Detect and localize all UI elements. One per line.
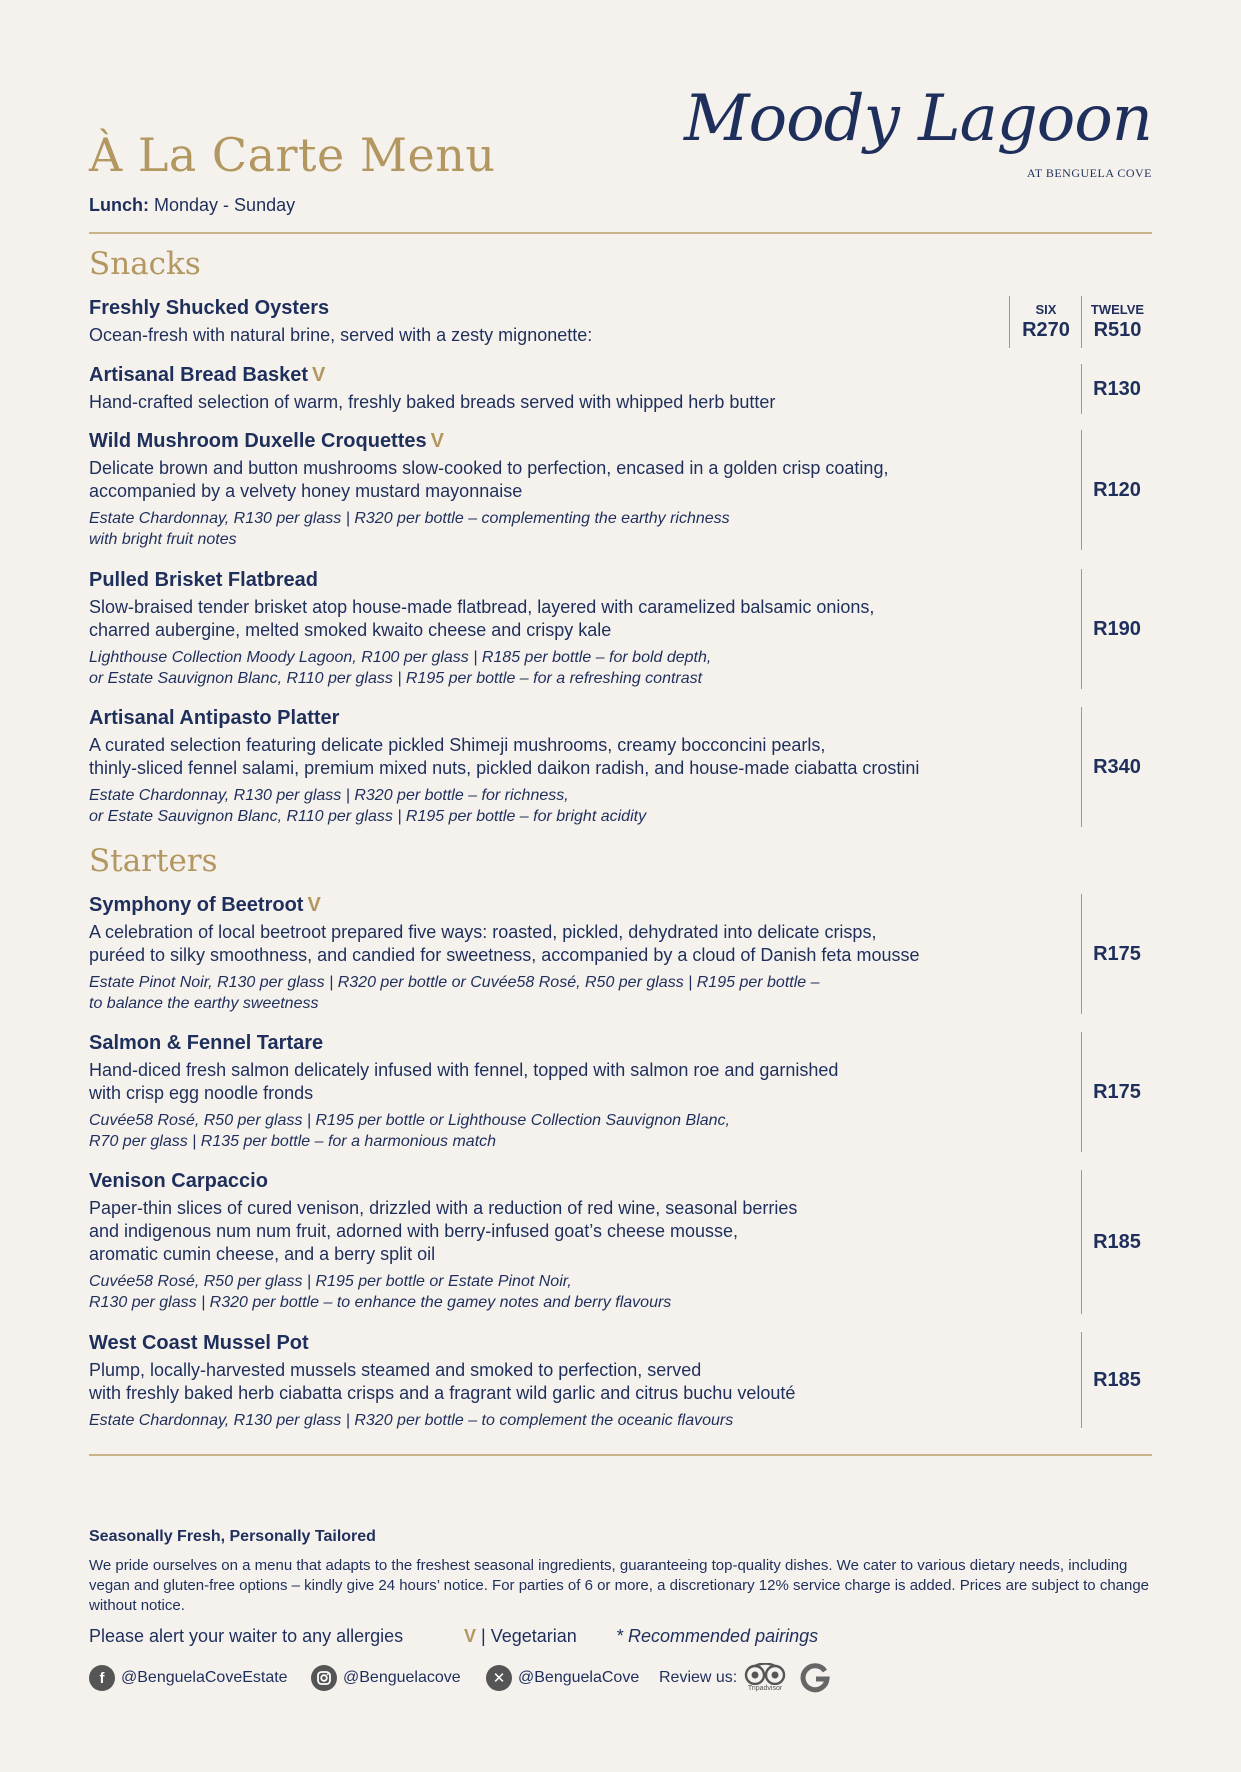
lunch-label: Lunch: bbox=[89, 195, 149, 215]
moody-lagoon-logo bbox=[684, 82, 1152, 202]
tripadvisor-link[interactable] bbox=[743, 1662, 787, 1694]
google-review-link[interactable] bbox=[799, 1662, 831, 1694]
menu-item-bread-basket bbox=[89, 362, 1152, 414]
section-heading-starters: Starters bbox=[89, 843, 218, 879]
wine-pairing: Lighthouse Collection Moody Lagoon, R100 per glass | R185 per bottle – for bold depth, or Estate Sauvignon Blanc, R110 per glass | R195 per bottle – for a refreshing contrast bbox=[89, 649, 712, 687]
lunch-days: Monday - Sunday bbox=[154, 195, 296, 215]
instagram-link[interactable] bbox=[311, 1662, 461, 1694]
item-price: R340 bbox=[1081, 707, 1152, 827]
section-heading-snacks: Snacks bbox=[89, 246, 201, 282]
item-name: Artisanal Antipasto Platter bbox=[89, 707, 340, 729]
item-name: Pulled Brisket Flatbread bbox=[89, 569, 318, 591]
item-description: Hand-crafted selection of warm, freshly baked breads served with whipped herb butter bbox=[89, 392, 776, 412]
item-name: Salmon & Fennel Tartare bbox=[89, 1032, 324, 1054]
item-description: Hand-diced fresh salmon delicately infused with fennel, topped with salmon roe and garnished with crisp egg noodle fronds bbox=[89, 1060, 839, 1103]
price-twelve bbox=[1081, 296, 1153, 348]
vegetarian-legend bbox=[464, 1626, 577, 1647]
menu-item-symphony-of-beetroot bbox=[89, 892, 1152, 1014]
price-six-label: SIX bbox=[1035, 302, 1057, 317]
footer-divider bbox=[89, 1454, 1152, 1456]
item-price: R120 bbox=[1081, 430, 1152, 550]
google-icon bbox=[799, 1662, 831, 1694]
logo-subtitle: AT BENGUELA COVE bbox=[1026, 166, 1152, 180]
item-price: R130 bbox=[1081, 364, 1152, 414]
menu-item-oysters bbox=[89, 295, 1152, 347]
vegetarian-mark: V bbox=[307, 894, 321, 916]
wine-pairing: Cuvée58 Rosé, R50 per glass | R195 per bottle or Estate Pinot Noir, R130 per glass | R320 per bottle – to enhance the gamey notes and berry flavours bbox=[89, 1273, 672, 1311]
item-name-text: Wild Mushroom Duxelle Croquettes bbox=[89, 430, 427, 452]
logo-script: Moody Lagoon bbox=[684, 82, 1152, 156]
wine-pairing: Estate Chardonnay, R130 per glass | R320 per bottle – for richness, or Estate Sauvignon Blanc, R110 per glass | R195 per bottle – for bright acidity bbox=[89, 787, 647, 825]
facebook-icon: f bbox=[89, 1665, 115, 1691]
vegetarian-mark: V bbox=[430, 430, 444, 452]
header-divider bbox=[89, 232, 1152, 234]
page-title: À La Carte Menu bbox=[89, 128, 496, 182]
item-name bbox=[89, 428, 1152, 454]
item-name: West Coast Mussel Pot bbox=[89, 1332, 309, 1354]
footer-body: We pride ourselves on a menu that adapts to the freshest seasonal ingredients, guaranteeing top-quality dishes. We cater to various dietary needs, including vegan and gluten-free options – kindly give 24 hours’ notice. For parties of 6 or more, a discretionary 12% service charge is added. Prices are subject to change without notice. bbox=[89, 1557, 1150, 1614]
item-description: A curated selection featuring delicate pickled Shimeji mushrooms, creamy bocconcini pearls, thinly-sliced fennel salami, premium mixed nuts, pickled daikon radish, and house-made ciabatta crostini bbox=[89, 735, 920, 778]
instagram-handle: @Benguelacove bbox=[343, 1669, 461, 1686]
item-description: Paper-thin slices of cured venison, drizzled with a reduction of red wine, seasonal berries and indigenous num num fruit, adorned with berry-infused goat’s cheese mousse, aromatic cumin cheese, and a berry split oil bbox=[89, 1198, 798, 1264]
price-six-value: R270 bbox=[1022, 319, 1070, 341]
item-name: Venison Carpaccio bbox=[89, 1170, 268, 1192]
item-name bbox=[89, 892, 1152, 918]
item-description: A celebration of local beetroot prepared five ways: roasted, pickled, dehydrated into delicate crisps, puréed to silky smoothness, and candied for sweetness, accompanied by a cloud of Danish feta mousse bbox=[89, 922, 920, 965]
menu-item-mushroom-croquettes bbox=[89, 428, 1152, 550]
vegetarian-label: | Vegetarian bbox=[481, 1626, 577, 1646]
menu-page bbox=[89, 0, 1152, 1772]
item-price: R175 bbox=[1081, 894, 1152, 1014]
price-twelve-value: R510 bbox=[1093, 319, 1142, 341]
item-name-text: Symphony of Beetroot bbox=[89, 894, 304, 916]
menu-item-brisket-flatbread bbox=[89, 567, 1152, 689]
item-description: Slow-braised tender brisket atop house-made flatbread, layered with caramelized balsamic onions, charred aubergine, melted smoked kwaito cheese and crispy kale bbox=[89, 597, 875, 640]
vegetarian-symbol: V bbox=[464, 1626, 477, 1646]
review-label: Review us: bbox=[659, 1669, 738, 1686]
wine-pairing: Estate Pinot Noir, R130 per glass | R320 per bottle or Cuvée58 Rosé, R50 per glass | R195 per bottle – to balance the earthy sweetness bbox=[89, 974, 820, 1012]
menu-item-west-coast-mussel-pot bbox=[89, 1330, 1152, 1431]
tripadvisor-label: Tripadvisor bbox=[747, 1685, 783, 1692]
wine-pairing: Cuvée58 Rosé, R50 per glass | R195 per bottle or Lighthouse Collection Sauvignon Blanc, R70 per glass | R135 per bottle – for a harmonious match bbox=[89, 1112, 730, 1150]
item-price: R190 bbox=[1081, 569, 1152, 689]
item-price: R185 bbox=[1081, 1332, 1152, 1428]
item-name: Freshly Shucked Oysters bbox=[89, 297, 330, 319]
x-icon: ✕ bbox=[486, 1665, 512, 1691]
social-links bbox=[89, 1662, 1152, 1694]
footer-heading: Seasonally Fresh, Personally Tailored bbox=[89, 1528, 376, 1545]
item-name bbox=[89, 362, 1152, 388]
review-us bbox=[659, 1662, 737, 1694]
item-name-text: Artisanal Bread Basket bbox=[89, 364, 308, 386]
x-link[interactable] bbox=[486, 1662, 639, 1694]
instagram-icon bbox=[311, 1665, 337, 1691]
lunch-hours bbox=[89, 195, 295, 216]
item-price: R175 bbox=[1081, 1032, 1152, 1152]
facebook-link[interactable] bbox=[89, 1662, 288, 1694]
allergy-note: Please alert your waiter to any allergies bbox=[89, 1626, 404, 1646]
pairings-legend: * Recommended pairings bbox=[616, 1626, 819, 1646]
wine-pairing: Estate Chardonnay, R130 per glass | R320 per bottle – to complement the oceanic flavours bbox=[89, 1412, 734, 1429]
price-twelve-label: TWELVE bbox=[1090, 302, 1145, 317]
facebook-handle: @BenguelaCoveEstate bbox=[121, 1669, 288, 1686]
item-description: Delicate brown and button mushrooms slow-cooked to perfection, encased in a golden crisp coating, accompanied by a velvety honey mustard mayonnaise bbox=[89, 458, 889, 501]
item-description: Plump, locally-harvested mussels steamed and smoked to perfection, served with freshly baked herb ciabatta crisps and a fragrant wild garlic and citrus buchu velouté bbox=[89, 1360, 796, 1403]
menu-item-antipasto-platter bbox=[89, 705, 1152, 827]
x-handle: @BenguelaCove bbox=[518, 1669, 640, 1686]
menu-item-venison-carpaccio bbox=[89, 1168, 1152, 1313]
price-six bbox=[1009, 296, 1082, 348]
item-price: R185 bbox=[1081, 1170, 1152, 1314]
tripadvisor-icon bbox=[743, 1663, 787, 1685]
menu-item-salmon-fennel-tartare bbox=[89, 1030, 1152, 1152]
wine-pairing: Estate Chardonnay, R130 per glass | R320 per bottle – complementing the earthy richness with bright fruit notes bbox=[89, 510, 730, 548]
vegetarian-mark: V bbox=[311, 364, 326, 386]
item-description: Ocean-fresh with natural brine, served with a zesty mignonette: bbox=[89, 325, 593, 345]
